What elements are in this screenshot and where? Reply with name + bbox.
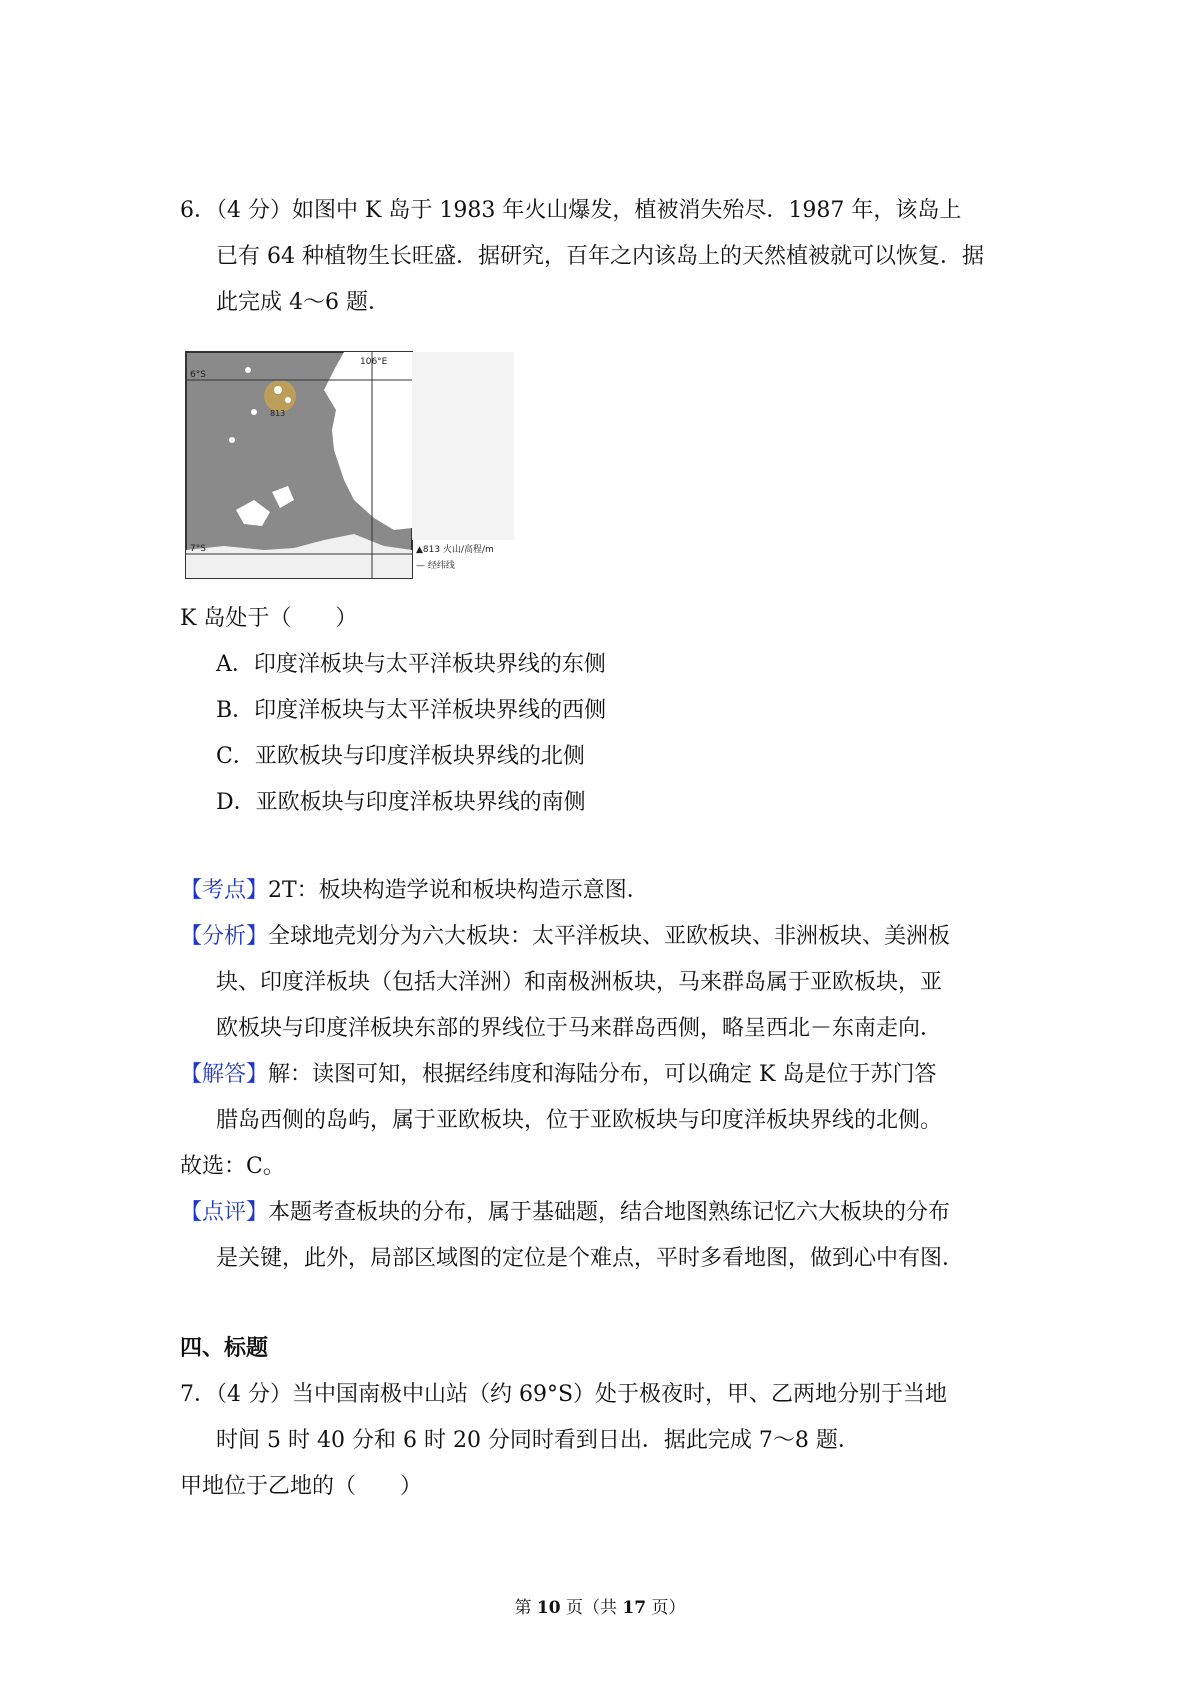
question-6-line-2: 已有 64 种植物生长旺盛．据研究，百年之内该岛上的天然植被就可以恢复．据 xyxy=(216,244,984,269)
jieda-line-2: 腊岛西侧的岛屿，属于亚欧板块，位于亚欧板块与印度洋板块界线的北侧。 xyxy=(216,1108,943,1133)
lat-top-label: 6°S xyxy=(190,370,206,380)
jieda-line-1: 解：读图可知，根据经纬度和海陆分布，可以确定 K 岛是位于苏门答 xyxy=(268,1062,937,1087)
option-c: C．亚欧板块与印度洋板块界线的北侧 xyxy=(216,744,585,769)
islet-2 xyxy=(229,437,235,443)
question-7-line-2: 时间 5 时 40 分和 6 时 20 分同时看到日出．据此完成 7～8 题． xyxy=(216,1428,860,1453)
kaodian-row xyxy=(180,876,649,906)
dianping-line-2: 是关键，此外，局部区域图的定位是个难点，平时多看地图，做到心中有图． xyxy=(216,1246,965,1271)
footer-prefix: 第 xyxy=(514,1598,537,1618)
footer-middle: 页（共 xyxy=(560,1598,623,1618)
legend-volcano: ▲813 火山/高程/m xyxy=(416,545,494,555)
footer-total-pages: 17 xyxy=(622,1598,647,1618)
option-d: D．亚欧板块与印度洋板块界线的南侧 xyxy=(216,790,586,815)
question-6-stem: K 岛处于（ ） xyxy=(180,606,358,631)
dianping-tag: 【点评】 xyxy=(180,1200,269,1225)
question-6-line-3: 此完成 4～6 题． xyxy=(216,290,390,315)
fenxi-row-1 xyxy=(180,922,950,952)
kaodian-text: 2T：板块构造学说和板块构造示意图． xyxy=(268,878,649,903)
footer-suffix: 页） xyxy=(646,1598,686,1618)
map-svg xyxy=(184,350,514,584)
dianping-row-1 xyxy=(180,1198,950,1228)
dianping-line-1: 本题考查板块的分布，属于基础题，结合地图熟练记忆六大板块的分布 xyxy=(268,1200,951,1225)
k-island-map xyxy=(184,350,514,584)
question-7-stem: 甲地位于乙地的（ ） xyxy=(180,1474,423,1499)
volcano-glow xyxy=(264,380,296,412)
fenxi-tag: 【分析】 xyxy=(180,924,269,949)
islet-1 xyxy=(251,409,257,415)
answer-line: 故选：C。 xyxy=(180,1154,285,1179)
option-a: A．印度洋板块与太平洋板块界线的东侧 xyxy=(216,652,606,677)
legend-graticule: — 经纬线 xyxy=(416,561,455,571)
page-footer xyxy=(0,1596,1200,1620)
jieda-tag: 【解答】 xyxy=(180,1062,269,1087)
fenxi-line-3: 欧板块与印度洋板块东部的界线位于马来群岛西侧，略呈西北－东南走向． xyxy=(216,1016,943,1041)
lon-label: 106°E xyxy=(360,357,388,367)
map-land-right-faded xyxy=(412,352,514,540)
lat-bottom-label: 7°S xyxy=(190,544,206,554)
fenxi-line-1: 全球地壳划分为六大板块：太平洋板块、亚欧板块、非洲板块、美洲板 xyxy=(268,924,951,949)
footer-page-number: 10 xyxy=(536,1598,561,1618)
question-6-line-1: 6．（4 分）如图中 K 岛于 1983 年火山爆发，植被消失殆尽．1987 年，该岛上 xyxy=(180,198,962,223)
volcano-label: 813 xyxy=(270,409,286,418)
jieda-row-1 xyxy=(180,1060,936,1090)
section-4-title: 四、标题 xyxy=(180,1336,269,1361)
fenxi-line-2: 块、印度洋板块（包括大洋洲）和南极洲板块，马来群岛属于亚欧板块，亚 xyxy=(216,970,943,995)
option-b: B．印度洋板块与太平洋板块界线的西侧 xyxy=(216,698,607,723)
islet-3 xyxy=(245,367,251,373)
question-7-line-1: 7．（4 分）当中国南极中山站（约 69°S）处于极夜时，甲、乙两地分别于当地 xyxy=(180,1382,948,1407)
k-island-2 xyxy=(285,397,291,403)
kaodian-tag: 【考点】 xyxy=(180,878,269,903)
k-island xyxy=(274,386,282,394)
